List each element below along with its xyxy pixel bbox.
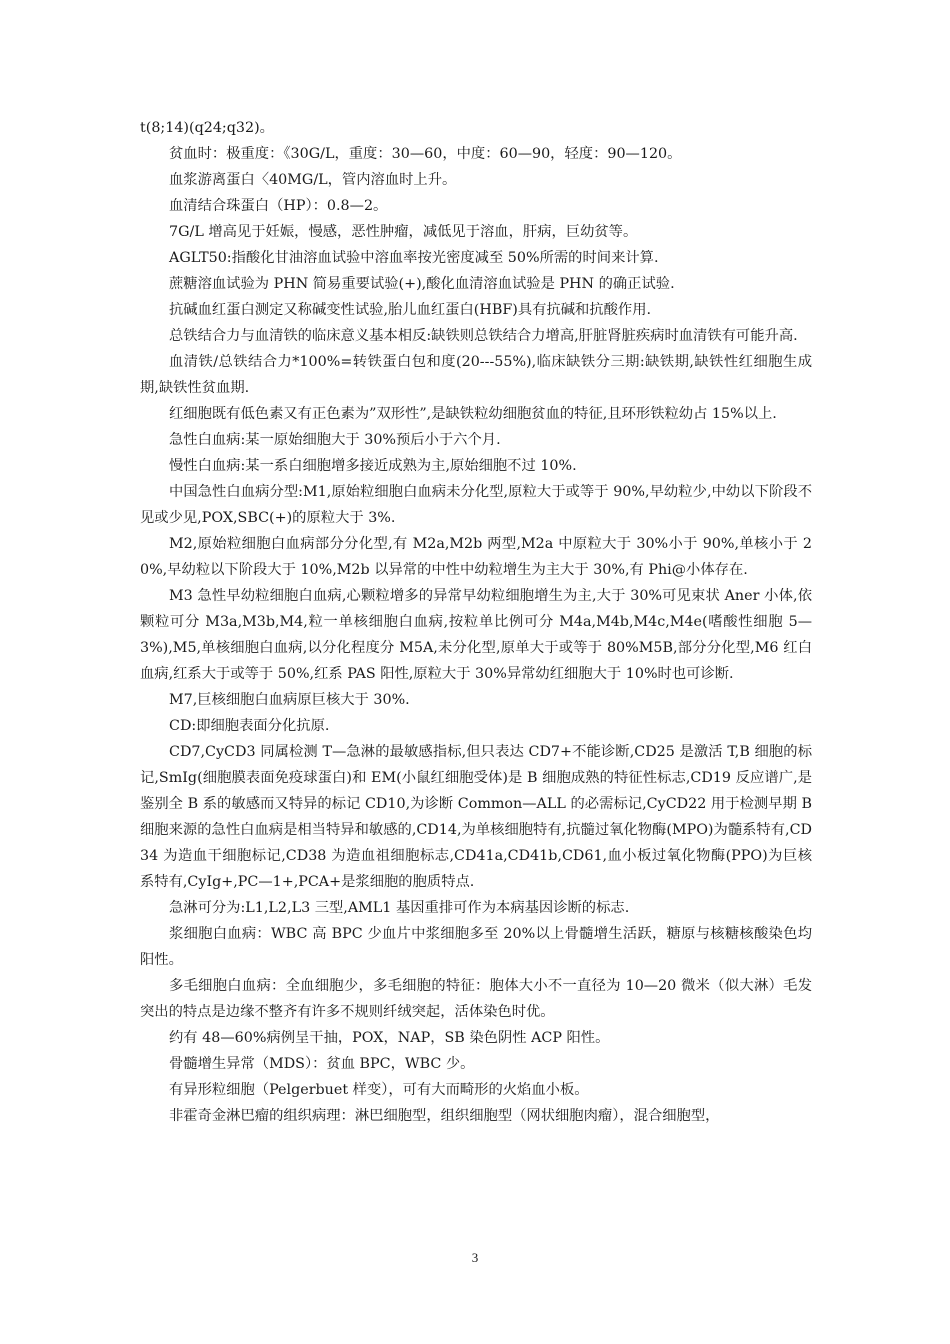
paragraph: M3 急性早幼粒细胞白血病,心颗粒增多的异常早幼粒细胞增生为主,大于 30%可见束状 Aner 小体,依颗粒可分 M3a,M3b,M4,粒一单核细胞白血病,按粒单比例可分 M4a,M4b,M4c,M4e(嗜酸性细胞 5—3%),M5,单核细胞白血病,以分化程度分 M5A,未分化型,原单大于或等于 80%M5B,部分分化型,M6 红白血病,红系大于或等于 50%,红系 PAS 阳性,原粒大于 30%异常幼红细胞大于 10%时也可诊断. bbox=[140, 588, 812, 682]
paragraph: 约有 48—60%病例呈干抽，POX，NAP，SB 染色阴性 ACP 阳性。 bbox=[169, 1030, 610, 1046]
paragraph: 浆细胞白血病：WBC 高 BPC 少血片中浆细胞多至 20%以上骨髓增生活跃，糖原与核糖核酸染色均阳性。 bbox=[140, 926, 812, 968]
paragraph: 血清铁/总铁结合力*100%=转铁蛋白包和度(20---55%),临床缺铁分三期:缺铁期,缺铁性红细胞生成期,缺铁性贫血期. bbox=[140, 354, 812, 396]
paragraph: 非霍奇金淋巴瘤的组织病理：淋巴细胞型，组织细胞型（网状细胞肉瘤），混合细胞型， bbox=[169, 1108, 720, 1124]
paragraph: 血浆游离蛋白〈40MG/L，管内溶血时上升。 bbox=[169, 172, 457, 188]
paragraph: t(8;14)(q24;q32)。 bbox=[140, 120, 274, 136]
paragraph: 骨髓增生异常（MDS）：贫血 BPC，WBC 少。 bbox=[169, 1056, 475, 1072]
paragraph: AGLT50:指酸化甘油溶血试验中溶血率按光密度减至 50%所需的时间来计算. bbox=[169, 250, 659, 266]
paragraph: M7,巨核细胞白血病原巨核大于 30%. bbox=[169, 692, 410, 708]
paragraph: 蔗糖溶血试验为 PHN 简易重要试验(+),酸化血清溶血试验是 PHN 的确正试验. bbox=[169, 276, 675, 292]
paragraph: 慢性白血病:某一系白细胞增多接近成熟为主,原始细胞不过 10%. bbox=[169, 458, 577, 474]
paragraph: 多毛细胞白血病：全血细胞少，多毛细胞的特征：胞体大小不一直径为 10—20 微米（似大淋）毛发突出的特点是边缘不整齐有许多不规则纤绒突起，活体染色时优。 bbox=[140, 978, 812, 1020]
paragraph: 急性白血病:某一原始细胞大于 30%预后小于六个月. bbox=[169, 432, 501, 448]
paragraph: CD:即细胞表面分化抗原. bbox=[169, 718, 330, 734]
paragraph: 血清结合珠蛋白（HP）：0.8—2。 bbox=[169, 198, 388, 214]
page-number: 3 bbox=[471, 1250, 479, 1265]
paragraph: M2,原始粒细胞白血病部分分化型,有 M2a,M2b 两型,M2a 中原粒大于 30%小于 90%,单核小于 20%,早幼粒以下阶段大于 10%,M2b 以异常的中性中幼粒增生为主大于 30%,有 Phi@小体存在. bbox=[140, 536, 812, 578]
paragraph: 中国急性白血病分型:M1,原始粒细胞白血病未分化型,原粒大于或等于 90%,早幼粒少,中幼以下阶段不见或少见,POX,SBC(+)的原粒大于 3%. bbox=[140, 484, 812, 526]
paragraph: 急淋可分为:L1,L2,L3 三型,AML1 基因重排可作为本病基因诊断的标志. bbox=[169, 900, 630, 916]
paragraph: CD7,CyCD3 同属检测 T—急淋的最敏感指标,但只表达 CD7+不能诊断,CD25 是激活 T,B 细胞的标记,SmIg(细胞膜表面免疫球蛋白)和 EM(小鼠红细胞受体)是 B 细胞成熟的特征性标志,CD19 反应谱广,是鉴别全 B 系的敏感而又特异的标记 CD10,为诊断 Common—ALL 的必需标记,CyCD22 用于检测早期 B 细胞来源的急性白血病是相当特异和敏感的,CD14,为单核细胞特有,抗髓过氧化物酶(MPO)为髓系特有,CD34 为造血干细胞标记,CD38 为造血祖细胞标志,CD41a,CD41b,CD61,血小板过氧化物酶(PPO)为巨核系特有,CyIg+,PC—1+,PCA+是浆细胞的胞质特点. bbox=[140, 744, 812, 890]
paragraph: 7G/L 增高见于妊娠，慢感，恶性肿瘤，减低见于溶血，肝病，巨幼贫等。 bbox=[169, 224, 638, 240]
document-body bbox=[140, 115, 812, 1129]
paragraph: 贫血时：极重度：《30G/L，重度：30—60，中度：60—90，轻度：90—120。 bbox=[169, 146, 682, 162]
paragraph: 抗碱血红蛋白测定又称碱变性试验,胎儿血红蛋白(HBF)具有抗碱和抗酸作用. bbox=[169, 302, 652, 318]
paragraph: 有异形粒细胞（Pelgerbuet 样变），可有大而畸形的火焰血小板。 bbox=[169, 1082, 589, 1098]
paragraph: 总铁结合力与血清铁的临床意义基本相反:缺铁则总铁结合力增高,肝脏肾脏疾病时血清铁有可能升高. bbox=[169, 328, 798, 344]
paragraph: 红细胞既有低色素又有正色素为”双形性”,是缺铁粒幼细胞贫血的特征,且环形铁粒幼占 15%以上. bbox=[169, 406, 777, 422]
